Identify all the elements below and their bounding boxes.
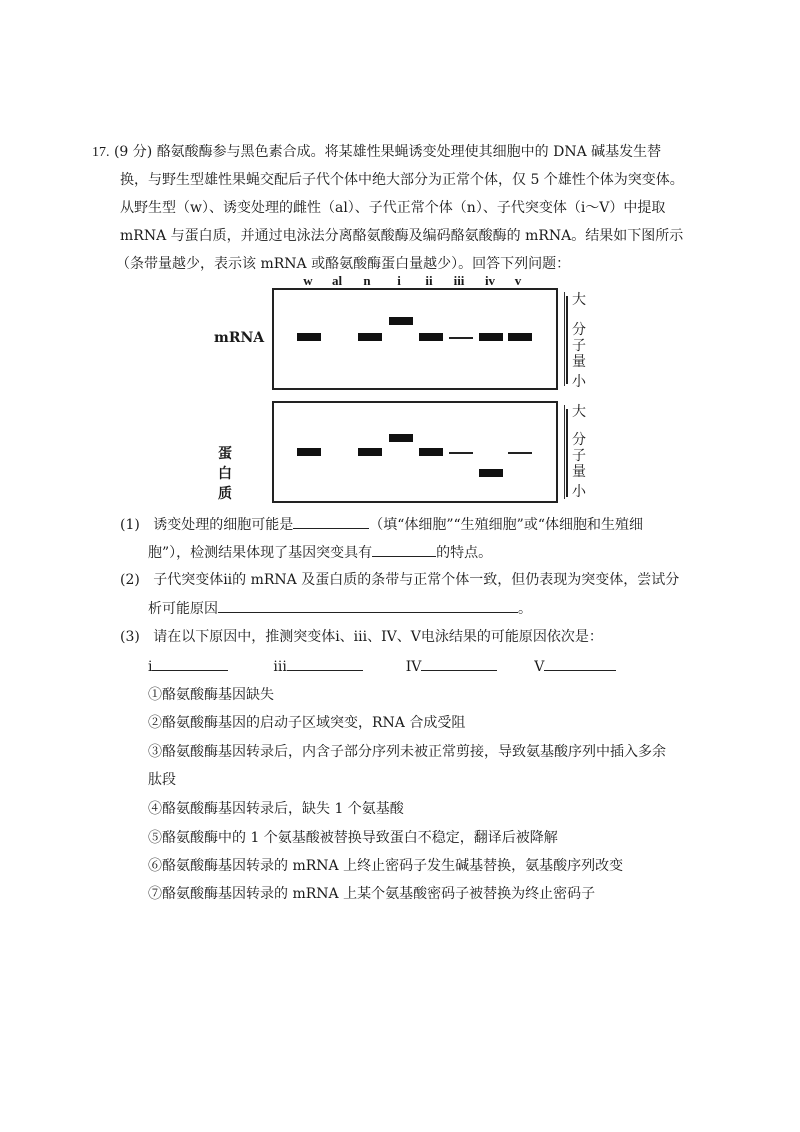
protein-band-w	[297, 448, 321, 456]
q2-blank-reason[interactable]	[218, 598, 518, 613]
q1-line-1	[120, 514, 643, 535]
q2-line-1	[120, 570, 679, 590]
lane-label-al: al	[331, 273, 343, 288]
q2-line-2	[148, 598, 532, 619]
protein-scale-bottom: 小	[572, 484, 586, 500]
stem-line-4: mRNA 与蛋白质，并通过电泳法分离酪氨酸酶及编码酪氨酸酶的 mRNA。结果如下图所示	[120, 228, 684, 244]
q3-text: 请在以下原因中，推测突变体i、iii、IV、V电泳结果的可能原因依次是：	[153, 629, 603, 645]
stem-line-1: 酪氨酸酶参与黑色素合成。将某雄性果蝇诱变处理使其细胞中的 DNA 碱基发生替	[156, 144, 662, 160]
option-3-continued: 肽段	[148, 772, 176, 788]
lane-label-iv: iv	[484, 273, 496, 288]
question-number: 17.	[92, 145, 110, 160]
option-6: ⑥酪氨酸酶基因转录的 mRNA 上终止密码子发生碱基替换，氨基酸序列改变	[148, 858, 624, 874]
q3-blank-label-v: V	[534, 659, 545, 675]
protein-scale-mid-1: 分	[572, 432, 586, 448]
q1-text-a: 诱变处理的细胞可能是	[153, 517, 294, 533]
option-5: ⑤酪氨酸酶中的 1 个氨基酸被替换导致蛋白不稳定，翻译后被降解	[148, 830, 558, 846]
mrna-scale-axis	[566, 296, 568, 384]
q1-line-2	[148, 542, 492, 563]
option-4: ④酪氨酸酶基因转录后，缺失 1 个氨基酸	[148, 801, 404, 817]
protein-band-iv	[479, 469, 503, 477]
protein-panel-label: 蛋白质	[218, 446, 232, 502]
q1-label: (1)	[120, 517, 140, 533]
mrna-gel	[272, 288, 558, 390]
lane-label-iii: iii	[453, 273, 465, 288]
mrna-band-n	[358, 333, 382, 341]
lane-label-w: w	[303, 273, 313, 288]
protein-scale-top: 大	[572, 404, 586, 420]
mrna-scale-top: 大	[572, 292, 586, 308]
q3-blank-i[interactable]	[152, 656, 228, 671]
protein-gel	[272, 401, 558, 503]
q2-text-c: 。	[518, 601, 532, 617]
mrna-band-v	[508, 333, 532, 341]
q3-blank-iii[interactable]	[287, 656, 363, 671]
mrna-band-i	[389, 317, 413, 325]
protein-scale-mid-3: 量	[572, 464, 586, 480]
mrna-scale-mid-2: 子	[572, 338, 586, 354]
protein-band-iii	[449, 452, 473, 454]
q3-blank-label-iii: iii	[273, 659, 287, 675]
q3-label: (3)	[120, 629, 140, 645]
q1-text-b: （填“体细胞”“生殖细胞”或“体细胞和生殖细	[369, 517, 643, 533]
protein-band-ii	[419, 448, 443, 456]
q3-blank-label-iv: IV	[405, 659, 422, 675]
protein-scale-axis	[566, 409, 568, 497]
lane-label-ii: ii	[425, 273, 433, 288]
protein-scale-bracket	[558, 405, 565, 499]
q1-blank-cell-type[interactable]	[293, 514, 369, 529]
mrna-scale-mid-1: 分	[572, 322, 586, 338]
mrna-scale-mid-3: 量	[572, 354, 586, 370]
protein-scale-mid-2: 子	[572, 448, 586, 464]
q3-blank-v[interactable]	[544, 656, 616, 671]
option-2: ②酪氨酸酶基因的启动子区域突变，RNA 合成受阻	[148, 715, 466, 731]
q2-label: (2)	[120, 572, 140, 588]
mrna-band-ii	[419, 333, 443, 341]
q2-text-a: 子代突变体ii的 mRNA 及蛋白质的条带与正常个体一致，但仍表现为突变体，尝试分	[153, 572, 680, 588]
mrna-scale-bracket	[558, 292, 565, 386]
q3-blank-label-i: i	[148, 659, 153, 675]
mrna-band-w	[297, 333, 321, 341]
stem-line-3: 从野生型（w）、诱变处理的雌性（al）、子代正常个体（n）、子代突变体（i～V）中提取	[120, 200, 666, 216]
question-score: (9 分)	[113, 144, 153, 160]
lane-label-i: i	[397, 273, 401, 288]
q1-blank-feature[interactable]	[372, 542, 436, 557]
question-header	[92, 142, 661, 163]
mrna-scale-bottom: 小	[572, 374, 586, 390]
mrna-panel-label: mRNA	[214, 330, 265, 346]
lane-label-n: n	[363, 273, 371, 288]
lane-label-v: v	[514, 273, 522, 288]
q1-text-c: 胞”），检测结果体现了基因突变具有	[148, 545, 373, 561]
mrna-band-iv	[479, 333, 503, 341]
q1-text-d: 的特点。	[436, 545, 493, 561]
q3-blank-iv[interactable]	[421, 656, 497, 671]
q3-blanks-row	[148, 656, 616, 677]
protein-band-n	[358, 448, 382, 456]
stem-line-2: 换，与野生型雄性果蝇交配后子代个体中绝大部分为正常个体，仅 5 个雄性个体为突变体。	[120, 172, 684, 188]
protein-band-i	[389, 434, 413, 442]
option-3: ③酪氨酸酶基因转录后，内含子部分序列未被正常剪接，导致氨基酸序列中插入多余	[148, 744, 666, 760]
q2-text-b: 析可能原因	[148, 601, 218, 617]
option-7: ⑦酪氨酸酶基因转录的 mRNA 上某个氨基酸密码子被替换为终止密码子	[148, 886, 596, 902]
option-1: ①酪氨酸酶基因缺失	[148, 687, 274, 703]
protein-band-v	[508, 452, 532, 454]
stem-line-5: （条带量越少，表示该 mRNA 或酪氨酸酶蛋白量越少）。回答下列问题：	[116, 256, 571, 272]
q3-line-1	[120, 627, 603, 647]
mrna-band-iii	[449, 337, 473, 339]
